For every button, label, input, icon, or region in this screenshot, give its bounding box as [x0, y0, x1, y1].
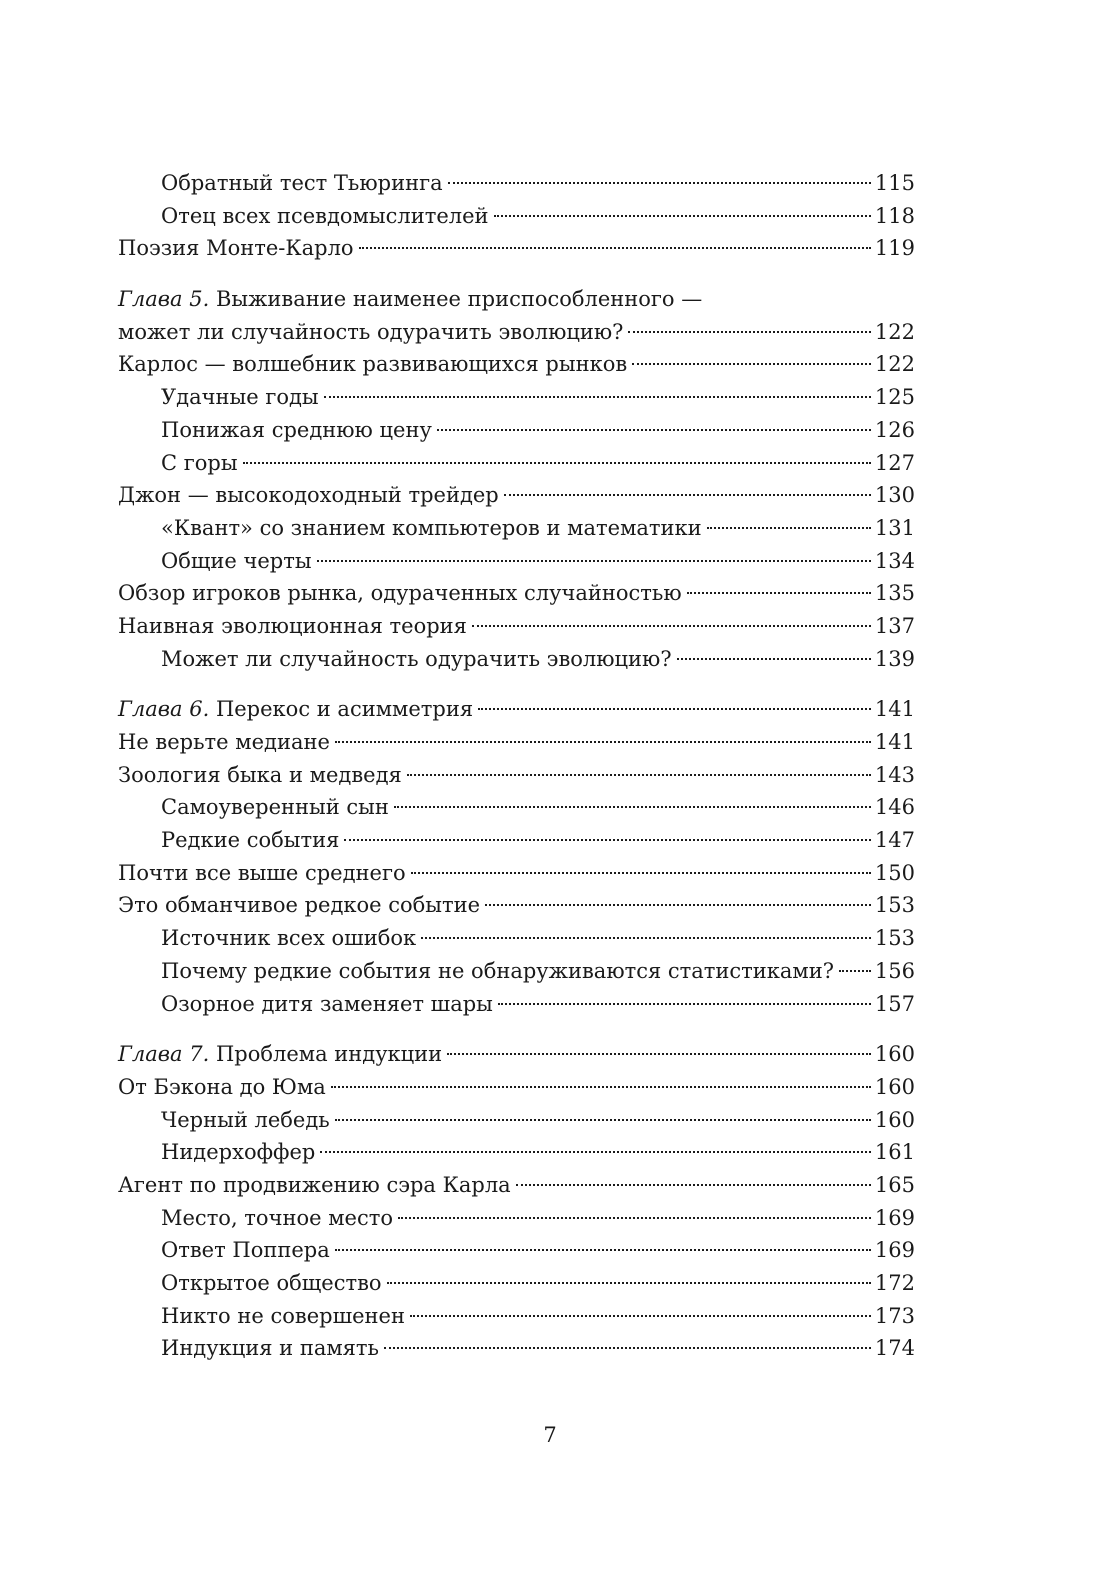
leader-dots	[707, 527, 871, 529]
toc-entry-title: Черный лебедь	[161, 1107, 330, 1132]
toc-entry-title: Ответ Поппера	[161, 1238, 330, 1263]
toc-entry-page: 146	[874, 795, 915, 820]
toc-entry-page: 127	[874, 450, 915, 475]
toc-entry-title: Обратный тест Тьюринга	[161, 171, 443, 195]
toc-entry	[118, 232, 915, 265]
toc-entry-page: 150	[874, 860, 915, 885]
toc-entry	[118, 512, 915, 545]
chapter-page: 160	[874, 1042, 915, 1067]
toc-entry-page: 169	[874, 1238, 915, 1263]
toc-entry-title: Не верьте медиане	[118, 730, 330, 754]
toc-entry-page: 141	[874, 730, 915, 754]
leader-dots	[359, 247, 871, 249]
toc-section	[118, 167, 915, 265]
leader-dots	[344, 839, 871, 841]
toc-entry	[118, 200, 915, 233]
toc-entry	[118, 791, 915, 824]
toc-entry-title: «Квант» со знанием компьютеров и математики	[161, 515, 702, 540]
chapter-title-line1: Выживание наименее приспособленного —	[215, 287, 703, 312]
toc-entry-title: Место, точное место	[161, 1205, 393, 1230]
chapter-title-line2: может ли случайность одурачить эволюцию?	[118, 319, 624, 344]
toc-entry-page: 156	[874, 958, 915, 983]
toc-entry	[118, 824, 915, 857]
toc-entry-page: 119	[874, 236, 915, 261]
leader-dots	[677, 658, 871, 660]
toc-entry-title: Наивная эволюционная теория	[118, 613, 467, 638]
leader-dots	[421, 937, 871, 939]
chapter-page: 122	[874, 319, 915, 344]
leader-dots	[494, 215, 871, 217]
toc-entry-page: 153	[874, 926, 915, 951]
toc-entry-page: 131	[874, 515, 915, 540]
toc-entry-page: 160	[874, 1107, 915, 1132]
toc-entry	[118, 1267, 915, 1300]
toc-entry	[118, 1169, 915, 1202]
leader-dots	[410, 1315, 871, 1317]
leader-dots	[437, 429, 871, 431]
toc-entry-page: 135	[874, 581, 915, 606]
toc-entry-title: Самоуверенный сын	[161, 795, 389, 820]
toc-entry-title: Никто не совершенен	[161, 1303, 405, 1328]
toc-entry	[118, 167, 915, 200]
chapter-heading	[118, 693, 915, 726]
toc-section	[118, 693, 915, 1020]
toc-entry-page: 153	[874, 893, 915, 918]
toc-entry-page: 130	[874, 483, 915, 508]
toc-entry	[118, 955, 915, 988]
toc-entry	[118, 348, 915, 381]
toc-entry-page: 137	[874, 613, 915, 638]
toc-entry	[118, 1234, 915, 1267]
toc-entry	[118, 1136, 915, 1169]
leader-dots	[324, 396, 871, 398]
chapter-heading-text	[118, 1038, 442, 1071]
toc-entry-title: Открытое общество	[161, 1271, 382, 1295]
chapter-heading	[118, 316, 915, 349]
toc-entry-page: 172	[874, 1271, 915, 1295]
toc-entry-title: Индукция и память	[161, 1336, 379, 1361]
leader-dots	[320, 1151, 871, 1153]
leader-dots	[478, 708, 871, 710]
toc-entry	[118, 643, 915, 676]
toc-entry-page: 143	[874, 762, 915, 787]
chapter-page: 141	[874, 697, 915, 722]
leader-dots	[687, 592, 871, 594]
toc-entry	[118, 610, 915, 643]
page-number: 7	[543, 1423, 557, 1447]
chapter-label: Глава 5.	[118, 287, 210, 312]
toc-entry-title: Редкие события	[161, 828, 340, 853]
toc-entry	[118, 1202, 915, 1235]
leader-dots	[632, 363, 871, 365]
toc-entry-title: Общие черты	[161, 548, 312, 573]
leader-dots	[628, 331, 871, 333]
leader-dots	[387, 1282, 871, 1284]
toc-entry	[118, 479, 915, 512]
leader-dots	[485, 904, 871, 906]
toc-entry	[118, 1300, 915, 1333]
toc-entry-title: Может ли случайность одурачить эволюцию?	[161, 646, 672, 671]
toc-entry-title: Джон — высокодоходный трейдер	[118, 483, 499, 508]
leader-dots	[516, 1184, 871, 1186]
toc-entry-page: 125	[874, 385, 915, 410]
toc-entry-page: 147	[874, 828, 915, 853]
toc-entry	[118, 447, 915, 480]
toc-entry-page: 122	[874, 352, 915, 377]
toc-entry-page: 126	[874, 417, 915, 442]
toc-entry	[118, 381, 915, 414]
toc-entry-title: Понижая среднюю цену	[161, 417, 432, 442]
toc-entry	[118, 857, 915, 890]
leader-dots	[407, 774, 871, 776]
toc-entry-title: Зоология быка и медведя	[118, 762, 402, 787]
toc-entry-page: 169	[874, 1205, 915, 1230]
leader-dots	[331, 1086, 871, 1088]
toc-entry-page: 160	[874, 1074, 915, 1099]
leader-dots	[411, 872, 871, 874]
leader-dots	[243, 462, 871, 464]
leader-dots	[447, 1053, 871, 1055]
toc-entry	[118, 922, 915, 955]
leader-dots	[498, 1003, 871, 1005]
toc-entry-page: 165	[874, 1172, 915, 1197]
toc-entry-title: Обзор игроков рынка, одураченных случайностью	[118, 581, 682, 606]
toc-entry	[118, 759, 915, 792]
chapter-heading-text	[118, 693, 473, 726]
toc-entry-page: 115	[874, 171, 915, 195]
toc-entry-title: Карлос — волшебник развивающихся рынков	[118, 352, 628, 377]
toc-entry-title: Агент по продвижению сэра Карла	[118, 1172, 511, 1197]
toc-entry	[118, 726, 915, 759]
toc-entry-title: Отец всех псевдомыслителей	[161, 203, 489, 228]
toc-entry-title: Удачные годы	[161, 385, 319, 410]
leader-dots	[335, 1119, 871, 1121]
leader-dots	[839, 970, 871, 972]
leader-dots	[384, 1347, 871, 1349]
toc-entry-title: Источник всех ошибок	[161, 926, 417, 951]
toc-section	[118, 1038, 915, 1365]
toc-entry-page: 174	[874, 1336, 915, 1361]
toc-entry-title: Почему редкие события не обнаруживаются статистиками?	[161, 958, 835, 983]
leader-dots	[472, 625, 871, 627]
toc-entry-title: Это обманчивое редкое событие	[118, 893, 481, 918]
toc-entry-page: 134	[874, 548, 915, 573]
toc-entry	[118, 889, 915, 922]
toc-entry-title: Озорное дитя заменяет шары	[161, 991, 493, 1016]
leader-dots	[317, 560, 871, 562]
toc-entry-title: Поэзия Монте-Карло	[118, 236, 354, 261]
toc-entry-title: С горы	[161, 450, 238, 475]
leader-dots	[335, 741, 871, 743]
leader-dots	[398, 1217, 871, 1219]
toc-entry-title: Почти все выше среднего	[118, 860, 406, 885]
toc-entry	[118, 988, 915, 1021]
toc-entry-title: От Бэкона до Юма	[118, 1074, 326, 1099]
chapter-title: Проблема индукции	[215, 1042, 443, 1067]
chapter-title: Перекос и асимметрия	[215, 697, 474, 722]
toc-entry	[118, 545, 915, 578]
toc-section	[118, 283, 915, 675]
toc-entry-page: 118	[874, 203, 915, 228]
toc-entry	[118, 1104, 915, 1137]
toc-entry-page: 173	[874, 1303, 915, 1328]
leader-dots	[335, 1249, 871, 1251]
chapter-label: Глава 6.	[118, 697, 210, 722]
toc-entry	[118, 1332, 915, 1365]
leader-dots	[448, 182, 871, 184]
chapter-label: Глава 7.	[118, 1042, 210, 1067]
toc-entry-page: 161	[874, 1140, 915, 1165]
toc-entry-title: Нидерхоффер	[161, 1140, 316, 1165]
leader-dots	[504, 494, 871, 496]
table-of-contents	[118, 167, 915, 1383]
chapter-heading	[118, 1038, 915, 1071]
toc-entry-page: 157	[874, 991, 915, 1016]
toc-entry	[118, 1071, 915, 1104]
toc-entry	[118, 577, 915, 610]
toc-entry-page: 139	[874, 646, 915, 671]
toc-entry	[118, 414, 915, 447]
leader-dots	[394, 806, 871, 808]
chapter-heading-line	[118, 283, 915, 316]
